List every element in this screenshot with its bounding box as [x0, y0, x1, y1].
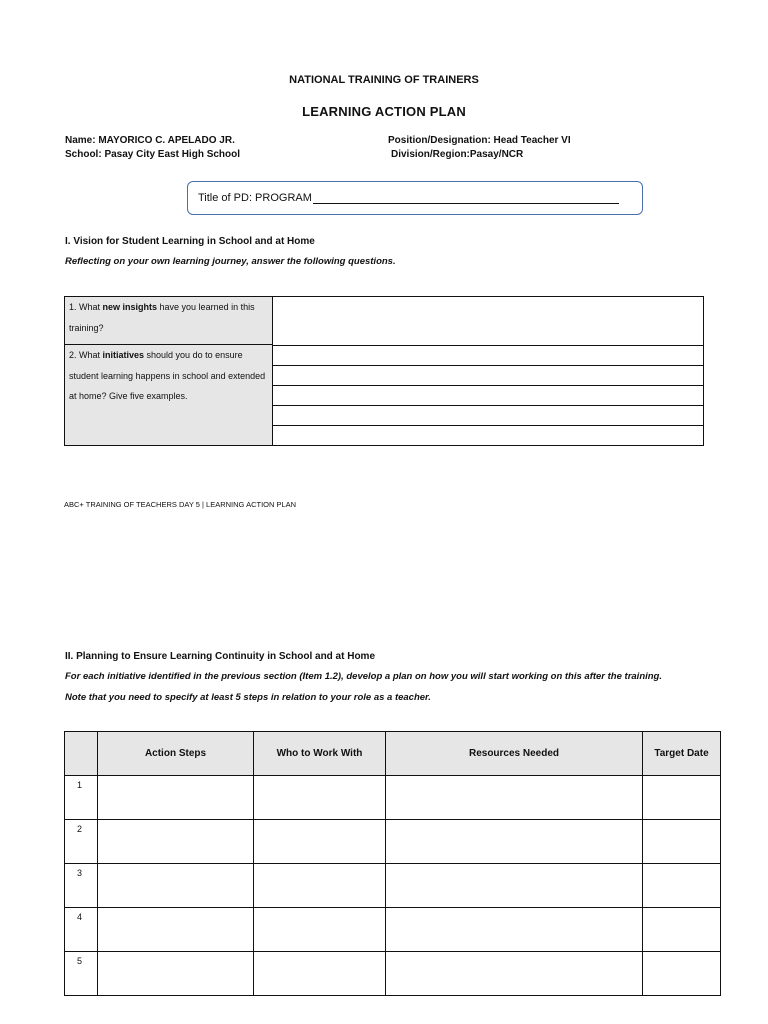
col-header-number [65, 732, 98, 776]
answer-2-line-2[interactable] [273, 366, 703, 386]
row-number: 4 [65, 908, 98, 952]
table-row [65, 820, 721, 864]
section1-heading: I. Vision for Student Learning in School and at Home [65, 236, 315, 247]
action-step-cell[interactable] [98, 908, 254, 952]
table-row [65, 952, 721, 996]
col-header-who: Who to Work With [254, 732, 386, 776]
pd-title [198, 192, 619, 204]
resources-cell[interactable] [386, 820, 643, 864]
answer-2-line-1[interactable] [273, 346, 703, 366]
action-step-cell[interactable] [98, 776, 254, 820]
row-number: 1 [65, 776, 98, 820]
answer-1[interactable] [273, 297, 703, 346]
school-field: School: Pasay City East High School [65, 149, 241, 160]
section1-instruction: Reflecting on your own learning journey, answer the following questions. [65, 256, 396, 267]
section2-instruction-1: For each initiative identified in the previous section (Item 1.2), develop a plan on how you will start working on this after the training. [65, 671, 663, 682]
section2-instruction-2: Note that you need to specify at least 5 steps in relation to your role as a teacher. [65, 692, 431, 703]
target-date-cell[interactable] [643, 776, 721, 820]
table-row [65, 864, 721, 908]
target-date-cell[interactable] [643, 908, 721, 952]
action-step-cell[interactable] [98, 952, 254, 996]
table-header-row [65, 732, 721, 776]
question-2: 2. What initiatives should you do to ensure student learning happens in school and extended at home? Give five examples. [65, 345, 273, 445]
answer-2-line-5[interactable] [273, 426, 703, 445]
resources-cell[interactable] [386, 776, 643, 820]
who-cell[interactable] [254, 776, 386, 820]
table-row [65, 908, 721, 952]
row-number: 3 [65, 864, 98, 908]
resources-cell[interactable] [386, 908, 643, 952]
col-header-target-date: Target Date [643, 732, 721, 776]
resources-cell[interactable] [386, 952, 643, 996]
action-plan-table [64, 731, 721, 996]
page-footer: ABC+ TRAINING OF TEACHERS DAY 5 | LEARNING ACTION PLAN [64, 500, 297, 509]
pd-title-box [187, 181, 643, 215]
who-cell[interactable] [254, 864, 386, 908]
action-step-cell[interactable] [98, 820, 254, 864]
target-date-cell[interactable] [643, 952, 721, 996]
who-cell[interactable] [254, 820, 386, 864]
resources-cell[interactable] [386, 864, 643, 908]
col-header-resources: Resources Needed [386, 732, 643, 776]
division-field: Division/Region:Pasay/NCR [391, 149, 524, 160]
target-date-cell[interactable] [643, 820, 721, 864]
table-row [65, 776, 721, 820]
answer-2-line-3[interactable] [273, 386, 703, 406]
doc-title: LEARNING ACTION PLAN [302, 104, 466, 119]
pd-title-label: Title of PD: PROGRAM [198, 192, 312, 204]
position-field: Position/Designation: Head Teacher VI [388, 135, 571, 146]
who-cell[interactable] [254, 952, 386, 996]
target-date-cell[interactable] [643, 864, 721, 908]
section2-heading: II. Planning to Ensure Learning Continuity in School and at Home [65, 651, 376, 662]
vision-table [64, 296, 704, 446]
col-header-action-steps: Action Steps [98, 732, 254, 776]
row-number: 2 [65, 820, 98, 864]
name-field: Name: MAYORICO C. APELADO JR. [65, 135, 235, 146]
answer-2-line-4[interactable] [273, 406, 703, 426]
org-title: NATIONAL TRAINING OF TRAINERS [289, 74, 479, 86]
row-number: 5 [65, 952, 98, 996]
who-cell[interactable] [254, 908, 386, 952]
action-step-cell[interactable] [98, 864, 254, 908]
question-1: 1. What new insights have you learned in this training? [65, 297, 273, 345]
pd-title-underline[interactable] [313, 192, 619, 204]
